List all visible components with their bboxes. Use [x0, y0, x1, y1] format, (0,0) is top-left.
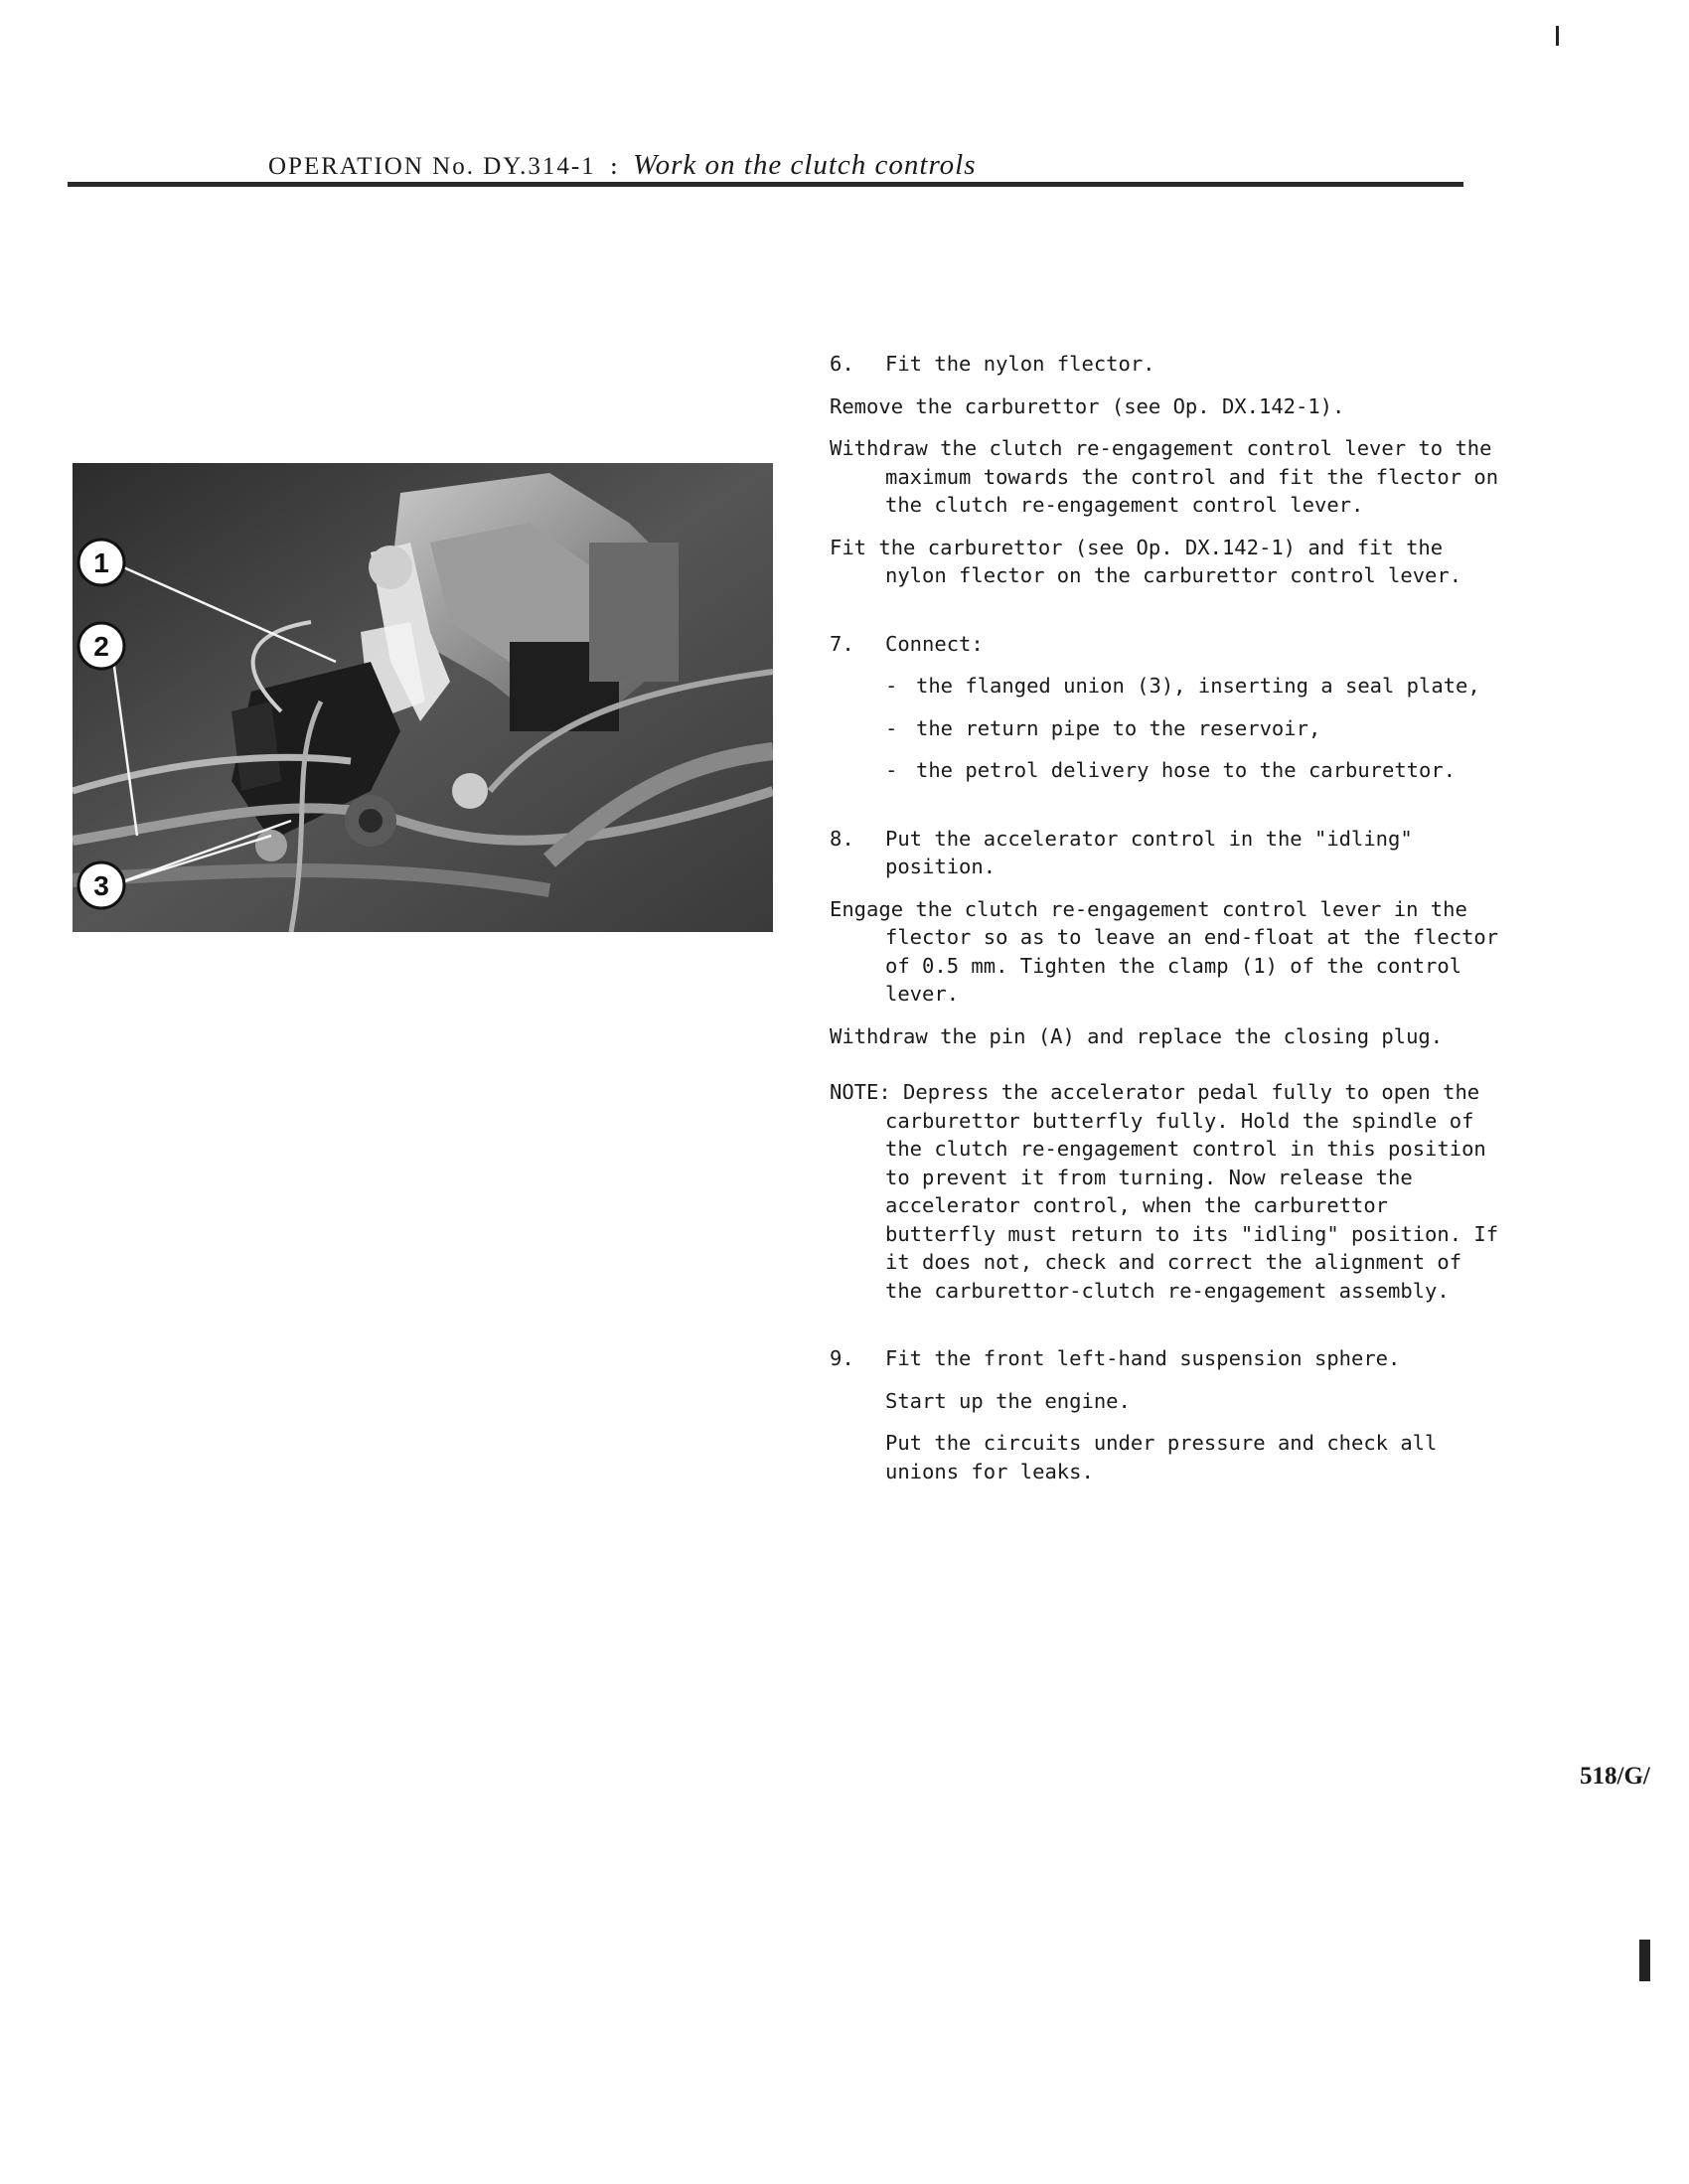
step-number: 7. [830, 631, 854, 656]
step-text: Fit the front left-hand suspension sphere. [885, 1346, 1401, 1370]
instructions [830, 350, 1505, 1499]
paragraph: Withdraw the pin (A) and replace the closing plug. [830, 1023, 1444, 1048]
list-item: - the return pipe to the reservoir, [885, 714, 1505, 743]
note: NOTE: Depress the accelerator pedal fully to open the carburettor butterfly fully. Hold the spindle of the clutch re-engagement control in this position to prevent it from turning. Now release the accelerator control, when the carburettor butterfly must return to its "idling" position. If it does not, check and correct the alignment of the carburettor-clutch re-engagement assembly. [830, 1080, 1499, 1303]
step-number: 9. [830, 1346, 854, 1370]
list-item: - the petrol delivery hose to the carburettor. [885, 756, 1505, 785]
header-rule [68, 182, 1463, 187]
paragraph: Fit the carburettor (see Op. DX.142-1) and fit the nylon flector on the carburettor control lever. [830, 535, 1462, 587]
paragraph: Remove the carburettor (see Op. DX.142-1). [830, 393, 1345, 418]
list-item: - the flanged union (3), inserting a seal plate, [885, 672, 1505, 701]
step-text: Connect: [885, 631, 984, 656]
engine-photo-illustration [73, 463, 773, 932]
step-6 [830, 350, 1505, 379]
page-title: Work on the clutch controls [633, 149, 977, 181]
callout-2-label: 2 [93, 631, 109, 662]
callout-2 [78, 623, 124, 669]
page-code: 518/G/ [1580, 1763, 1650, 1790]
margin-mark [1556, 26, 1559, 46]
callout-3-label: 3 [93, 870, 109, 901]
callout-3 [78, 862, 124, 908]
list-item-text: the petrol delivery hose to the carburettor. [916, 758, 1457, 782]
step-number: 8. [830, 826, 854, 851]
step-8 [830, 825, 1505, 881]
header-separator: : [609, 151, 620, 180]
step-text: Put the accelerator control in the "idling" position. [885, 826, 1413, 878]
callout-1 [78, 540, 124, 585]
list-item-text: the flanged union (3), inserting a seal plate, [916, 674, 1480, 698]
list-item-text: the return pipe to the reservoir, [916, 715, 1321, 740]
paragraph: Put the circuits under pressure and check all unions for leaks. [885, 1431, 1438, 1483]
step-text: Fit the nylon flector. [885, 352, 1155, 376]
margin-mark [1639, 1940, 1650, 1981]
callout-1-label: 1 [93, 547, 109, 578]
paragraph: Start up the engine. [885, 1388, 1131, 1413]
step-7 [830, 630, 1505, 659]
engine-photo [73, 463, 773, 932]
step-number: 6. [830, 352, 854, 376]
operation-number: OPERATION No. DY.314-1 [268, 153, 596, 180]
page-header [268, 149, 977, 182]
paragraph: Withdraw the clutch re-engagement control lever to the maximum towards the control and fit the flector on the clutch re-engagement control lever. [830, 436, 1499, 517]
paragraph: Engage the clutch re-engagement control lever in the flector so as to leave an end-float at the flector of 0.5 mm. Tighten the clamp (1) of the control lever. [830, 896, 1499, 1006]
step-9 [830, 1344, 1505, 1373]
